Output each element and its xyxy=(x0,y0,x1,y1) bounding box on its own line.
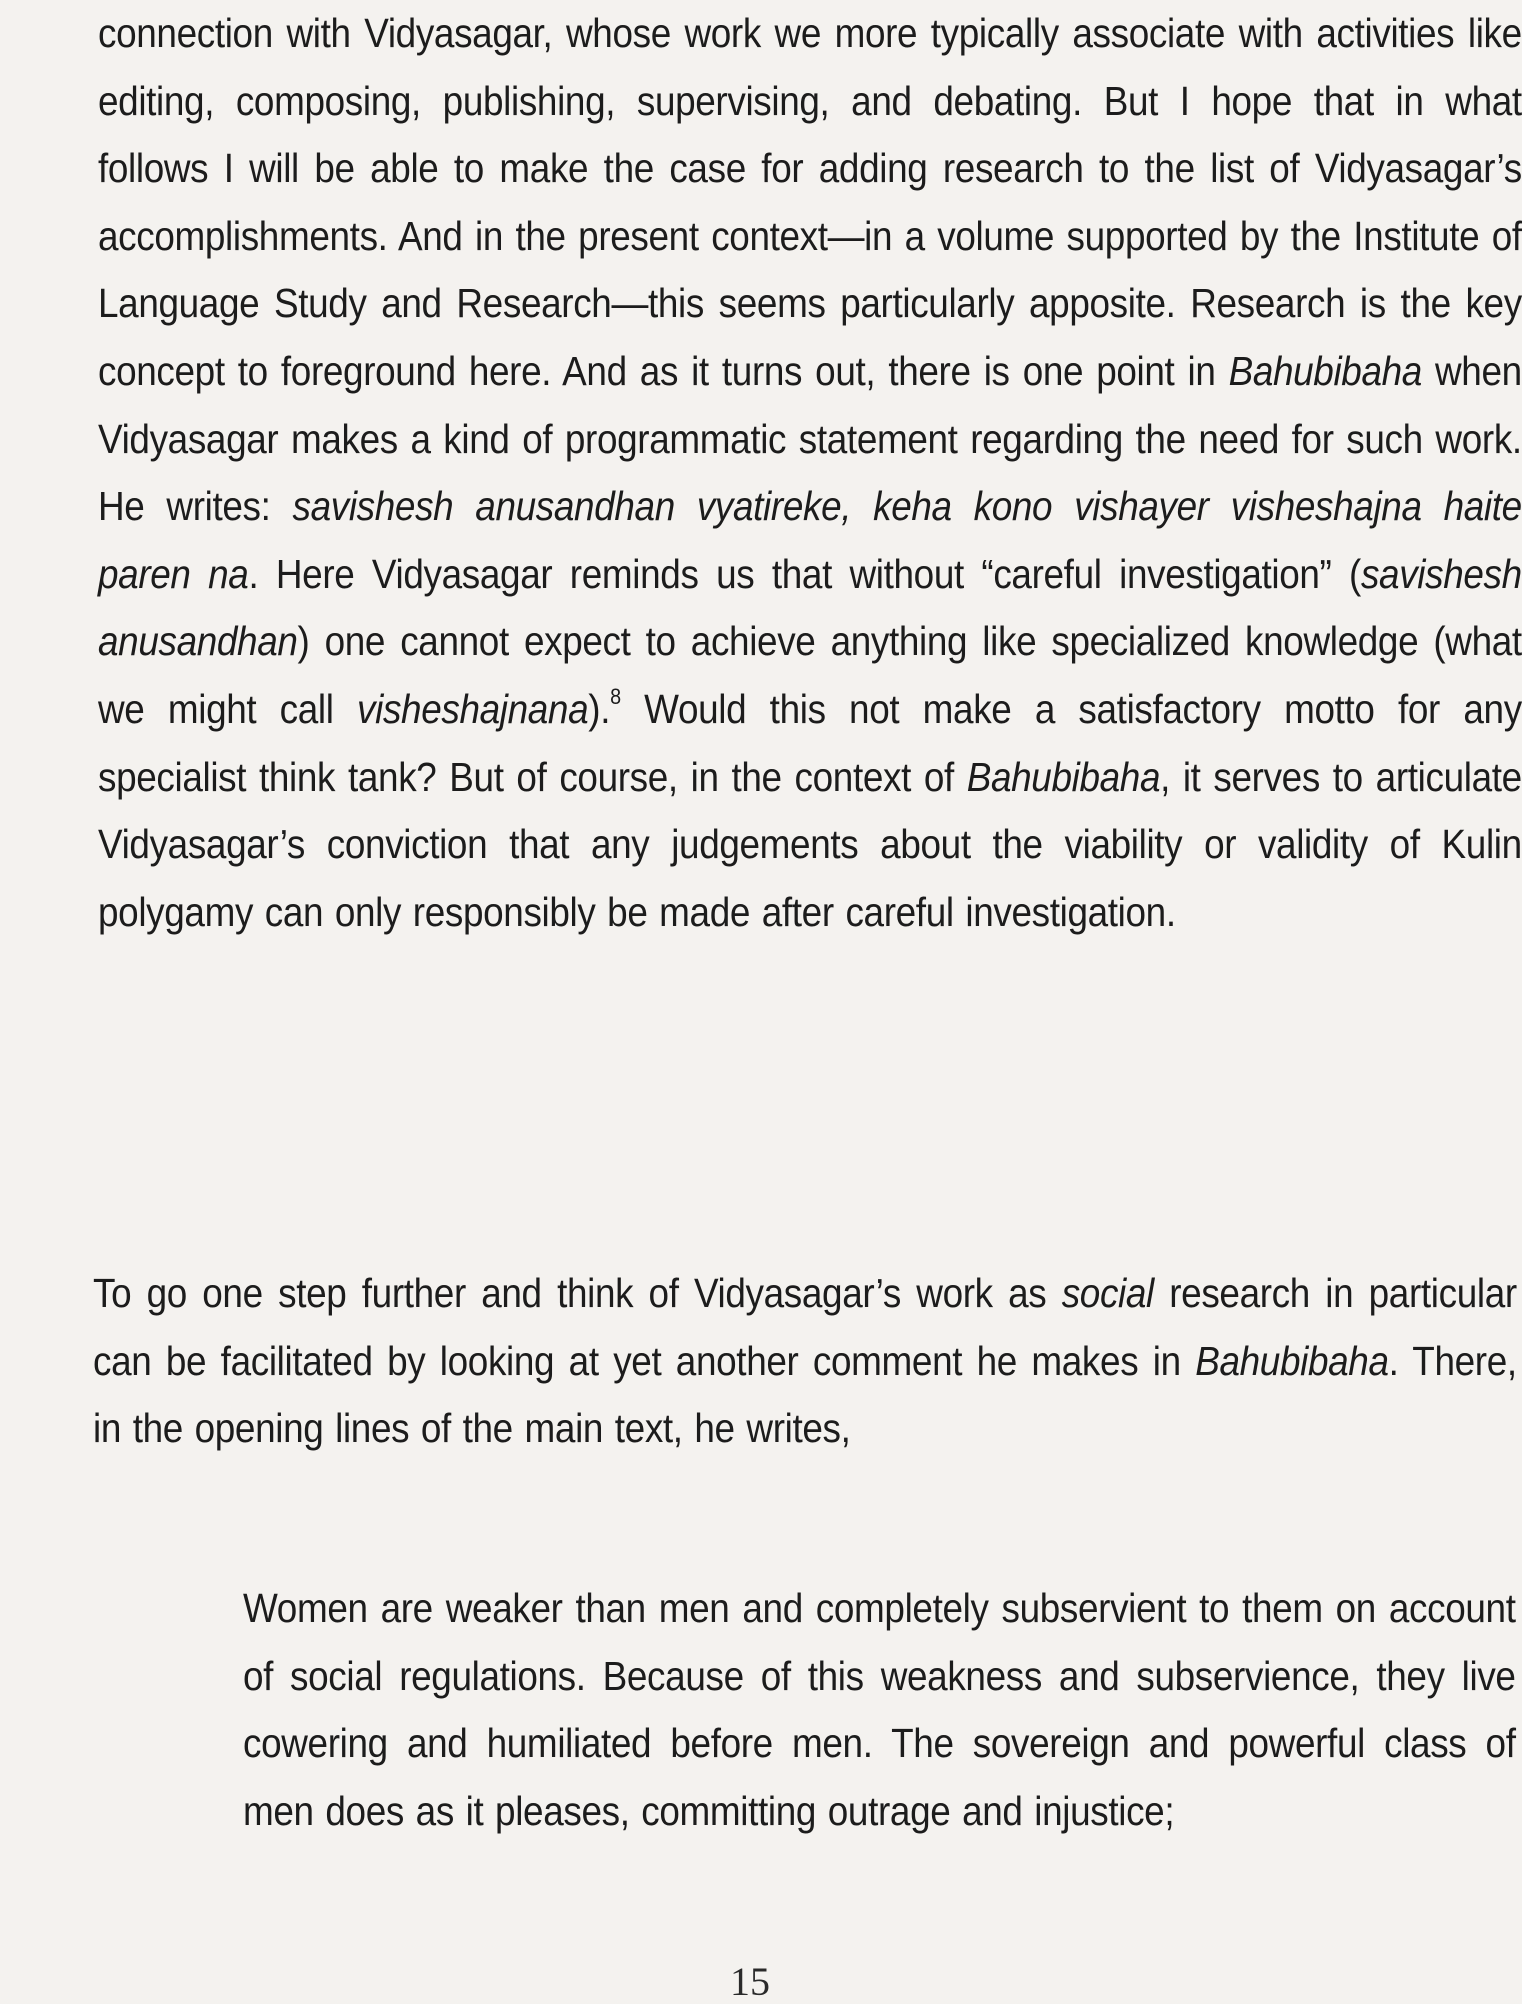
page-number: 15 xyxy=(730,1959,770,2004)
paragraph-text: , it serves to articulate Vidyasagar’s conviction that any judgements about the viability or validity of Kulin polygamy can only responsibly be made after careful investigation. xyxy=(98,753,1522,935)
paragraph-text: . Here Vidyasagar reminds us that without “careful investigation” ( xyxy=(248,550,1361,597)
italic-title: Bahubibaha xyxy=(1228,347,1422,394)
block-quote: Women are weaker than men and completely subservient to them on account of social regulations. Because of this weakness and subservience, they live cowering and humiliated before men. The sovereign and powerful class of men does as it pleases, committing outrage and injustice; xyxy=(243,1585,1516,1834)
italic-term: visheshajnana xyxy=(357,685,589,732)
body-paragraph xyxy=(98,0,1522,946)
paragraph-text: Would this not make a satisfactory motto for any specialist think tank? But of course, in the context of xyxy=(98,685,1522,800)
italic-title: Bahubibaha xyxy=(966,753,1161,800)
body-paragraph xyxy=(93,1260,1517,1463)
paragraph-text: connection with Vidyasagar, whose work we more typically associate with activities like editing, composing, publishing, supervising, and debating. But I hope that in what follows I will be able to make the case for adding research to the list of Vidyasagar’s accomplishments. And in the present context—in a volume supported by the Institute of Language Study and Research—this seems particularly apposite. Research is the key concept to foreground here. And as it turns out, there is one point in xyxy=(98,10,1522,394)
italic-quote: savishesh anusandhan vyatireke, keha kono vishayer visheshajna haite paren na xyxy=(98,483,1522,597)
paragraph-text: . There, in the opening lines of the main text, he writes, xyxy=(93,1337,1517,1452)
paragraph-text: research in particular can be facilitated by looking at yet another comment he makes in xyxy=(93,1270,1517,1384)
italic-title: Bahubibaha xyxy=(1195,1337,1389,1384)
paragraph-text: when Vidyasagar makes a kind of programmatic statement regarding the need for such work. He writes: xyxy=(98,347,1522,530)
paragraph-text: ). xyxy=(588,685,611,732)
italic-term: savishesh anusandhan xyxy=(98,550,1522,665)
paragraph-text: To go one step further and think of Vidyasagar’s work as xyxy=(93,1270,1062,1316)
italic-emphasis: social xyxy=(1061,1270,1154,1316)
footnote-marker: 8 xyxy=(610,684,621,710)
paragraph-text: ) one cannot expect to achieve anything like specialized knowledge (what we might call xyxy=(98,618,1522,732)
